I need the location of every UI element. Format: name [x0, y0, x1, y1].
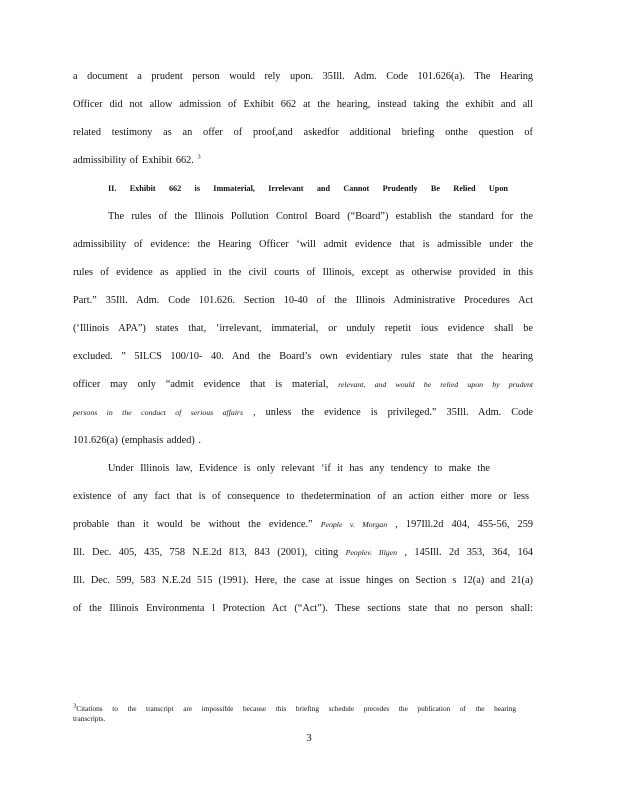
footnote-reference: 3: [197, 153, 201, 161]
case-name: Peoplev. Illgen: [345, 548, 398, 557]
body-line: existence of any fact that is of consequence to thedetermination of an action either more or less: [73, 491, 529, 502]
body-line: of the Illinois Environmenta l Protection Act (“Act”). These sections state that no person shall:: [73, 603, 533, 614]
body-line: (‘Illinois APA”) states that, ‘irrelevant, immaterial, or unduly repetit ious evidence shall be: [73, 323, 533, 334]
footnote-text: Citations to the transcript are impossible because this briefing schedule precedes the publication of the hearing: [76, 704, 516, 713]
body-line: [73, 406, 533, 420]
body-line: Under Illinois law, Evidence is only relevant ‘if it has any tendency to make the: [108, 463, 490, 474]
body-line: [73, 154, 533, 168]
body-line: rules of evidence as applied in the civil courts of Illinois, except as otherwise provided in this: [73, 267, 533, 278]
body-line: Part.” 35Ill. Adm. Code 101.626. Section 10-40 of the Illinois Administrative Procedures Act: [73, 295, 533, 306]
body-line: Ill. Dec. 599, 583 N.E.2d 515 (1991). Here, the case at issue hinges on Section s 12(a) and 21(a): [73, 575, 533, 586]
body-line: Officer did not allow admission of Exhibit 662 at the hearing, instead taking the exhibit and all: [73, 99, 533, 110]
body-line: [73, 378, 533, 392]
page-number: 3: [306, 733, 312, 744]
body-text: , 197Ill.2d 404, 455-56, 259: [387, 519, 533, 530]
body-line: excluded. ” 5ILCS 100/10- 40. And the Board’s own evidentiary rules state that the hearing: [73, 351, 533, 362]
emphasis-text: relevant, and would be relied upon by prudent: [338, 380, 534, 389]
body-line: [73, 518, 533, 532]
body-line: a document a prudent person would rely upon. 35Ill. Adm. Code 101.626(a). The Hearing: [73, 71, 533, 82]
body-line: related testimony as an offer of proof,and askedfor additional briefing onthe question of: [73, 127, 533, 138]
footnote-continuation: transcripts.: [73, 714, 106, 723]
footnote-marker: 3: [73, 702, 77, 710]
body-line: The rules of the Illinois Pollution Control Board (“Board”) establish the standard for the: [108, 211, 533, 222]
body-line: 101.626(a) (emphasis added) .: [73, 435, 201, 446]
body-text: Ill. Dec. 405, 435, 758 N.E.2d 813, 843 (2001), citing: [73, 547, 339, 558]
emphasis-text: persons in the conduct of serious affairs: [73, 408, 243, 417]
footnote: [73, 704, 516, 713]
case-name: People v. Morgan: [320, 520, 388, 529]
body-line: admissibility of evidence: the Hearing Officer ‘will admit evidence that is admissible under the: [73, 239, 533, 250]
body-text: , unless the evidence is privileged.” 35Ill. Adm. Code: [243, 407, 533, 418]
body-text: admissibility of Exhibit 662.: [73, 155, 194, 166]
section-heading: II. Exhibit 662 is Immaterial, Irrelevant and Cannot Prudently Be Relied Upon: [108, 184, 508, 193]
body-text: , 145Ill. 2d 353, 364, 164: [397, 547, 534, 558]
body-line: [73, 546, 533, 560]
body-text: probable than it would be without the evidence.”: [73, 519, 313, 530]
body-text: officer may only “admit evidence that is material,: [73, 379, 329, 390]
